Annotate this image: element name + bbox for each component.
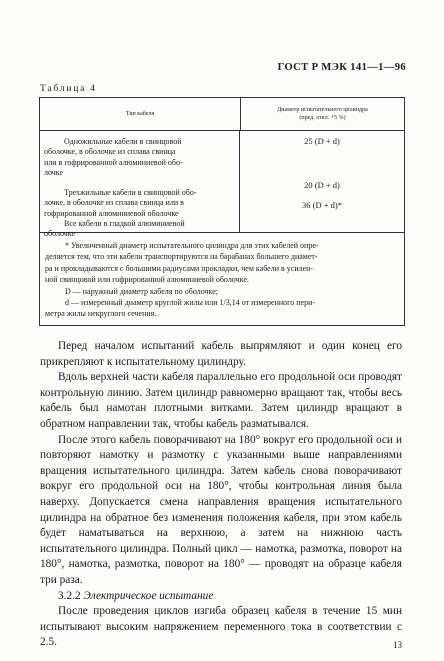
table-header-diameter-line1: Диаметр испытательного цилиндра — [277, 107, 368, 113]
table-notes — [40, 232, 404, 325]
table-row-3-line-1: Все кабели в гладкой алюминиевой — [64, 219, 185, 229]
cable-table — [39, 97, 405, 326]
paragraph: Вдоль верхней части кабеля параллельно его продольной оси проводят контрольную линию. Затем цилиндр равномерно вращают так, чтобы весь кабель был намотан плотными витками. Затем цилиндр вращают в обратном направлении так, чтобы кабель разматывался. — [40, 371, 402, 430]
table-row-1-value: 25 (D + d) — [304, 136, 340, 146]
paragraph: Перед началом испытаний кабель выпрямляют и один конец его прикрепляют к испытательному цилиндру. — [40, 340, 402, 368]
table-row-1-line-1: Одножильные кабели в свинцовой — [64, 137, 182, 146]
table-cable-types — [40, 131, 240, 239]
document-header: ГОСТ Р МЭК 141—1—96 — [277, 62, 406, 73]
table-note-line: деляется тем, что эти кабели транспортируются на барабанах большего диамет- — [45, 252, 318, 262]
body-text — [40, 339, 402, 651]
table-row-3-line-2: оболочке — [44, 229, 76, 239]
table-row-3-value: 36 (D + d)* — [302, 200, 342, 210]
table-row-2-line-1: Трехжильные кабели в свинцовой обо- — [64, 188, 197, 198]
subsection-number: 3.2.2 — [58, 589, 81, 602]
paragraph: После этого кабель поворачивают на 180° вокруг его продольной оси и повторяют намотку и размотку с указанными выше направлениями вращения испытательного цилиндра. Затем кабель снова поворачивают вокруг его продольной оси на 180°, чтобы контрольная линия была наверху. Допускается смена направления вращения испытательного цилиндра на обратное без изменения положения кабеля, при этом кабель будет наматываться на верхнюю, а затем на нижнюю часть испытательного цилиндра. Полный цикл — намотка, размотка, поворот на 180°, намотка, размотка, поворот на 180° — проводят на образце кабеля три раза. — [40, 433, 402, 586]
table-header-row — [40, 98, 404, 131]
table-caption: Таблица 4 — [40, 84, 97, 94]
table-body — [40, 131, 404, 239]
table-row-1-line-3: или в гофрированной алюминиевой обо- — [44, 157, 183, 167]
table-row-2-value: 20 (D + d) — [304, 180, 340, 190]
table-header-diameter-line2: (пред. откл. +5 %) — [299, 115, 346, 121]
table-note-line: ра и прокладываются с большими радиусами прокладки, чем кабели в усилен- — [45, 263, 314, 273]
table-row-2-line-2: лочке, в оболочке из сплава свинца или в — [44, 198, 184, 208]
table-note-line: метра жилы некруглого сечения. — [45, 309, 157, 319]
subsection-heading — [40, 589, 402, 605]
table-note-line: * Увеличенный диаметр испытательного цилиндра для этих кабелей опре- — [65, 241, 319, 250]
table-note-line: ной свинцовой или гофрированной алюминиевой оболочке. — [45, 275, 249, 285]
table-note-line: d — измеренный диаметр круглой жилы или 1/3,14 от измеренного пери- — [65, 298, 316, 308]
table-note-line: D — наружный диаметр кабеля по оболочке; — [65, 286, 218, 296]
table-diameters — [240, 131, 404, 232]
page-number: 13 — [393, 640, 402, 650]
table-row-1-line-2: оболочке, в оболочке из сплава свинца — [44, 147, 176, 157]
table-row-1-line-4: лочке — [44, 167, 64, 177]
table-header-cable-type: Тип кабеля — [40, 98, 241, 130]
paragraph: После проведения циклов изгиба образец кабеля в течение 15 мин испытывают высоким напряжением переменного тока в соответствии с 2.5. — [40, 605, 402, 649]
table-header-diameter — [241, 98, 404, 130]
table-row-2-line-3: гофрированной алюминиевой оболочке — [44, 208, 179, 218]
subsection-title: Электрическое испытание — [83, 589, 214, 602]
